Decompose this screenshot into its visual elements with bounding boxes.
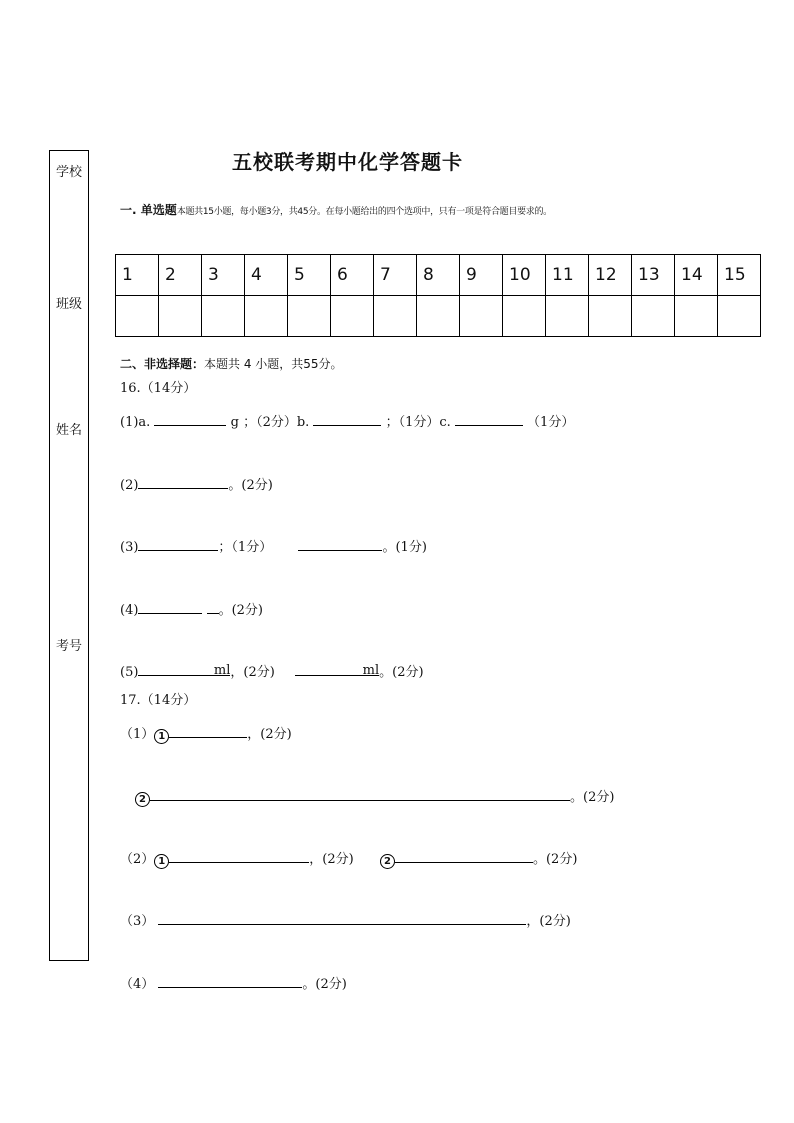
- q17-p2-label: （2）: [120, 852, 155, 867]
- q16-title: 16.（14分）: [120, 381, 197, 396]
- answer-number-cell: 6: [331, 255, 374, 296]
- q17-part1-sub2: [135, 787, 614, 807]
- class-label: 班级: [55, 297, 82, 312]
- q17-p1-circle-2: 2: [135, 792, 150, 807]
- q17-part4: [120, 974, 347, 994]
- q17-p4-blank[interactable]: [158, 974, 302, 988]
- answer-number-cell: 13: [632, 255, 675, 296]
- q16-part1: [120, 412, 574, 432]
- q16-p1-a-label: (1)a.: [120, 415, 151, 430]
- answer-box[interactable]: [331, 296, 374, 337]
- q17-p2-blank1[interactable]: [169, 849, 309, 863]
- q16-p2-score: 。(2分): [228, 478, 273, 493]
- page-title: 五校联考期中化学答题卡: [232, 150, 463, 174]
- answer-box[interactable]: [460, 296, 503, 337]
- school-label: 学校: [55, 165, 82, 180]
- q17-part3: [120, 911, 571, 931]
- answer-number-cell: 7: [374, 255, 417, 296]
- answer-box[interactable]: [632, 296, 675, 337]
- section2-note: 本题共 4 小题，共55分。: [204, 357, 343, 371]
- q16-p5-blank1[interactable]: [138, 662, 230, 676]
- q17-p1-score1: ，(2分): [247, 727, 292, 742]
- q16-p4-score: 。(2分): [218, 603, 263, 618]
- answer-box[interactable]: [159, 296, 202, 337]
- q16-p5-blank2[interactable]: [295, 662, 379, 676]
- answer-number-cell: 14: [675, 255, 718, 296]
- section2-heading: 二、非选择题：: [120, 357, 205, 371]
- q17-p1-score2: 。(2分): [570, 790, 615, 805]
- answer-number-cell: 15: [718, 255, 761, 296]
- answer-number-cell: 2: [159, 255, 202, 296]
- section2-heading-line: [120, 355, 343, 373]
- q16-p2-label: (2): [120, 478, 139, 493]
- answer-number-cell: 5: [288, 255, 331, 296]
- answer-number-cell: 3: [202, 255, 245, 296]
- q17-p2-circle-1: 1: [154, 854, 169, 869]
- answer-box[interactable]: [288, 296, 331, 337]
- answer-box[interactable]: [202, 296, 245, 337]
- q16-p1-a-score: ；（2分）b.: [243, 415, 310, 430]
- q16-part4: [120, 600, 263, 620]
- exam-number-label: 考号: [55, 639, 82, 654]
- q16-p1-c-score: （1分）: [527, 415, 575, 430]
- q16-p3-blank2[interactable]: [298, 537, 382, 551]
- q16-p3-score2: 。(1分): [382, 540, 427, 555]
- q16-p5-unit2: ml: [362, 663, 380, 678]
- answer-box[interactable]: [718, 296, 761, 337]
- answer-blank-row: [116, 296, 761, 337]
- answer-box[interactable]: [116, 296, 159, 337]
- q17-p4-score: 。(2分): [302, 977, 347, 992]
- q16-p1-b-blank[interactable]: [313, 412, 381, 426]
- q16-p5-unit1: ml: [213, 663, 231, 678]
- answer-box[interactable]: [503, 296, 546, 337]
- q16-p1-b-score: ；（1分）c.: [385, 415, 451, 430]
- answer-number-cell: 8: [417, 255, 460, 296]
- q17-p1-blank1[interactable]: [169, 724, 247, 738]
- q17-title: 17.（14分）: [120, 693, 197, 708]
- answer-box[interactable]: [675, 296, 718, 337]
- answer-box[interactable]: [589, 296, 632, 337]
- q16-p3-score1: ；（1分）: [218, 540, 273, 555]
- answer-box[interactable]: [417, 296, 460, 337]
- q16-p4-blank-tail[interactable]: [207, 600, 219, 614]
- answer-number-cell: 4: [245, 255, 288, 296]
- answer-number-cell: 9: [460, 255, 503, 296]
- answer-box[interactable]: [546, 296, 589, 337]
- q16-p5-score2: 。(2分): [379, 665, 424, 680]
- q16-p5-label: (5): [120, 665, 139, 680]
- q17-p2-score2: 。(2分): [532, 852, 578, 867]
- q16-p4-label: (4): [120, 603, 139, 618]
- answer-number-cell: 12: [589, 255, 632, 296]
- q17-p2-score1: ，(2分): [309, 852, 354, 867]
- section1-heading-line: [120, 201, 552, 218]
- answer-number-cell: 1: [116, 255, 159, 296]
- q17-p1-circle-1: 1: [154, 729, 169, 744]
- answer-table: [115, 254, 761, 337]
- q17-p2-circle-2: 2: [380, 854, 395, 869]
- q16-p4-blank[interactable]: [138, 600, 202, 614]
- answer-box[interactable]: [374, 296, 417, 337]
- answer-number-cell: 10: [503, 255, 546, 296]
- section1-note: 本题共15小题，每小题3分，共45分。在每小题给出的四个选项中，只有一项是符合题目要求的。: [176, 207, 552, 217]
- name-label: 姓名: [55, 423, 82, 438]
- q16-p3-label: (3): [120, 540, 139, 555]
- q16-p3-blank1[interactable]: [138, 537, 218, 551]
- q16-p1-a-blank[interactable]: [154, 412, 226, 426]
- q17-p1-blank2[interactable]: [150, 787, 570, 801]
- q16-part2: [120, 475, 273, 495]
- q17-p4-label: （4）: [120, 977, 155, 992]
- q17-part2: [120, 849, 577, 869]
- q16-part3: [120, 537, 427, 557]
- student-info-sidebar: [49, 150, 89, 961]
- q16-p2-blank[interactable]: [138, 475, 228, 489]
- q17-p2-blank2[interactable]: [395, 849, 533, 863]
- q17-p1-label: （1）: [120, 727, 155, 742]
- answer-number-cell: 11: [546, 255, 589, 296]
- q16-part5: [120, 662, 424, 682]
- q16-p1-a-unit: g: [230, 415, 239, 430]
- q16-p1-c-blank[interactable]: [455, 412, 523, 426]
- section1-heading: 一. 单选题: [120, 203, 177, 217]
- q17-p3-label: （3）: [120, 914, 155, 929]
- q17-part1: [120, 724, 292, 744]
- q17-p3-score: ，(2分): [526, 914, 571, 929]
- answer-number-row: [116, 255, 761, 296]
- q17-p3-blank[interactable]: [158, 911, 526, 925]
- answer-box[interactable]: [245, 296, 288, 337]
- q16-p5-score1: ，(2分): [230, 665, 275, 680]
